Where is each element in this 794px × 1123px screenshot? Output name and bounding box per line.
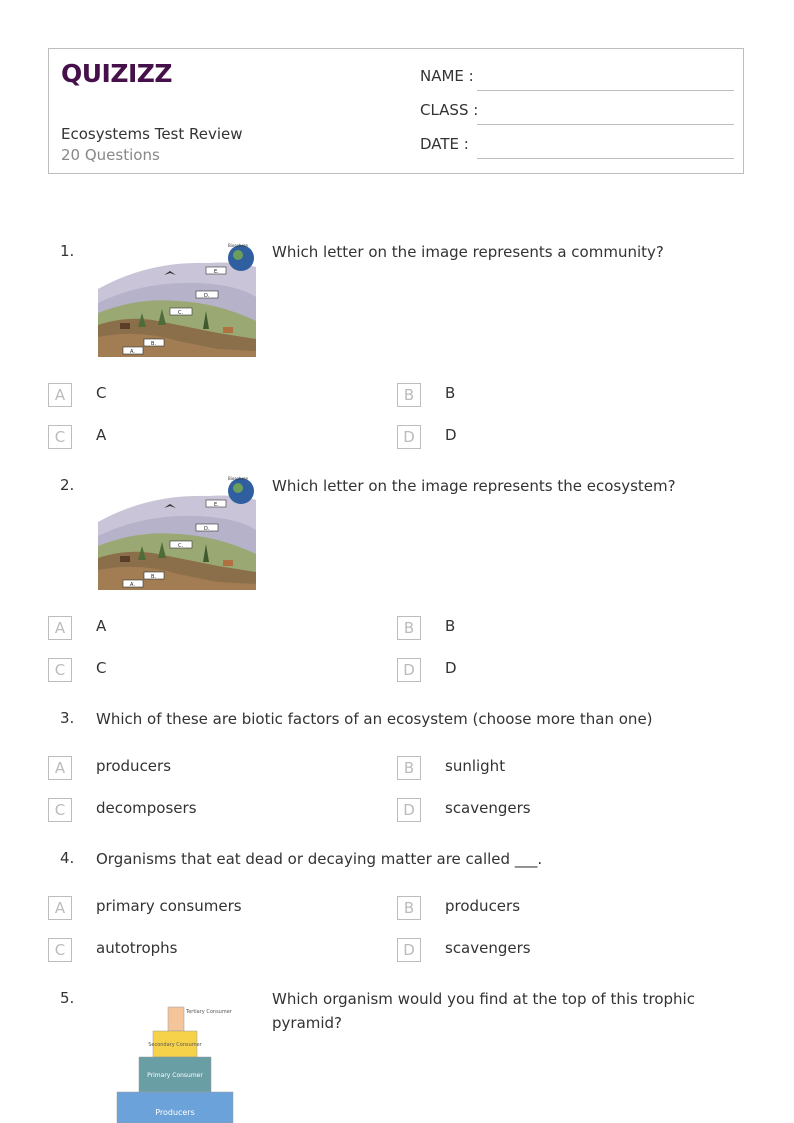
worksheet-header: [48, 48, 744, 174]
question-number: 4.: [60, 849, 75, 867]
class-line: [477, 124, 734, 125]
option-letter: B: [397, 383, 421, 407]
option-text: producers: [96, 757, 172, 775]
question-text: Organisms that eat dead or decaying matter are called ___.: [96, 850, 543, 868]
date-field[interactable]: [420, 135, 734, 159]
option-text: B: [445, 617, 456, 635]
option-letter: C: [48, 798, 72, 822]
quizizz-logo: QUIZIZZ: [61, 59, 173, 88]
ecosystem-levels-image: [98, 474, 256, 590]
option-letter: A: [48, 896, 72, 920]
option-text: D: [445, 426, 457, 444]
question-number: 2.: [60, 476, 75, 494]
option-text: autotrophs: [96, 939, 178, 957]
worksheet-title: Ecosystems Test Review: [61, 125, 243, 143]
option-letter: B: [397, 616, 421, 640]
question-number: 1.: [60, 242, 75, 260]
image-label: B.: [151, 574, 157, 580]
name-line: [477, 90, 734, 91]
image-label: E.: [214, 269, 219, 275]
option-text: sunlight: [445, 757, 506, 775]
pyramid-label: Primary Consumer: [147, 1072, 203, 1079]
option-letter: D: [397, 938, 421, 962]
option-text: D: [445, 659, 457, 677]
trophic-pyramid-image: [116, 1004, 236, 1123]
image-label: C.: [178, 310, 184, 316]
class-field[interactable]: [420, 101, 734, 125]
question-number: 5.: [60, 989, 75, 1007]
question-number: 3.: [60, 709, 75, 727]
name-field[interactable]: [420, 67, 734, 91]
option-letter: A: [48, 383, 72, 407]
option-letter: A: [48, 756, 72, 780]
option-letter: C: [48, 658, 72, 682]
option-text: primary consumers: [96, 897, 242, 915]
option-letter: D: [397, 798, 421, 822]
pyramid-label: Producers: [155, 1108, 195, 1117]
option-letter: C: [48, 938, 72, 962]
image-label: A.: [130, 582, 135, 588]
option-text: A: [96, 617, 107, 635]
image-label: A.: [130, 349, 135, 355]
option-letter: D: [397, 658, 421, 682]
option-text: B: [445, 384, 456, 402]
option-letter: A: [48, 616, 72, 640]
option-letter: B: [397, 756, 421, 780]
question-text: Which of these are biotic factors of an ecosystem (choose more than one): [96, 710, 653, 728]
image-label: D.: [204, 526, 210, 532]
image-label: D.: [204, 293, 210, 299]
option-text: A: [96, 426, 107, 444]
image-label: B.: [151, 341, 157, 347]
date-line: [477, 158, 734, 159]
option-text: producers: [445, 897, 521, 915]
question-text: Which letter on the image represents a community?: [272, 243, 664, 261]
option-text: C: [96, 659, 107, 677]
option-text: C: [96, 384, 107, 402]
name-label: NAME :: [420, 67, 474, 85]
ecosystem-levels-image: [98, 241, 256, 357]
option-letter: C: [48, 425, 72, 449]
image-label: Biosphere: [228, 476, 248, 481]
image-label: Biosphere: [228, 243, 248, 248]
image-label: E.: [214, 502, 219, 508]
option-text: decomposers: [96, 799, 197, 817]
pyramid-label: Secondary Consumer: [148, 1042, 202, 1048]
class-label: CLASS :: [420, 101, 479, 119]
option-letter: B: [397, 896, 421, 920]
worksheet-question-count: 20 Questions: [61, 146, 160, 164]
question-text: Which organism would you find at the top of this trophic pyramid?: [272, 990, 695, 1032]
question-text: Which letter on the image represents the ecosystem?: [272, 477, 676, 495]
option-text: scavengers: [445, 799, 531, 817]
pyramid-label: Tertiary Consumer: [186, 1009, 232, 1015]
option-text: scavengers: [445, 939, 531, 957]
option-letter: D: [397, 425, 421, 449]
image-label: C.: [178, 543, 184, 549]
date-label: DATE :: [420, 135, 469, 153]
